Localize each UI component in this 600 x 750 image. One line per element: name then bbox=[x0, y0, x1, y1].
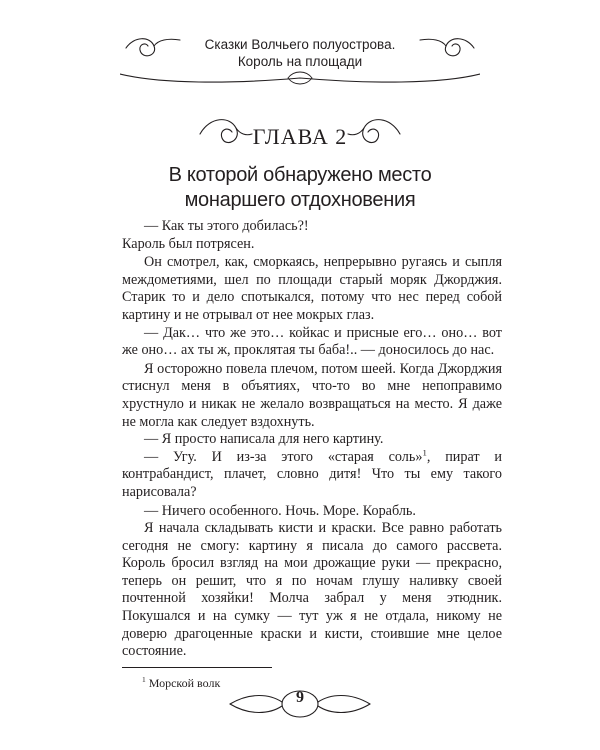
footnote-mark: 1 bbox=[142, 675, 146, 684]
paragraph-9: Я начала складывать кисти и краски. Все равно работать сегодня не смогу: картину я писала до самого рассвета. Король бросил взгляд на мои дрожащие руки — прекрасно, теперь он решит, что я по ночам глушу наливку своей почтенной хозяйки! Молча забрал у меня этюдник. Покушался и на сумку — тут уж я не отдала, никому не доверю драгоценные краски и кисти, стоившие мне целое состояние. bbox=[122, 520, 502, 660]
paragraph-2: Кароль был потрясен. bbox=[122, 235, 255, 252]
paragraph-1: — Как ты этого добилась?! bbox=[144, 218, 309, 234]
footnote-text: Морской волк bbox=[148, 676, 221, 690]
chapter-title: ГЛАВА 2 bbox=[252, 124, 348, 149]
chapter-subtitle-line-2: монаршего отдохновения bbox=[184, 189, 416, 211]
paragraph-7-text-start: — Угу. И из-за этого «старая соль» bbox=[144, 448, 423, 465]
body-text bbox=[122, 218, 502, 661]
footnote-reference[interactable]: 1 bbox=[422, 446, 427, 457]
paragraph-4: — Дак… что же это… койкас и присные его… оно… вот же оно… ах ты ж, проклятая ты баба!.. — доносилось до нас. bbox=[122, 324, 502, 359]
page-number: 9 bbox=[296, 689, 304, 706]
chapter-subtitle bbox=[0, 163, 600, 213]
running-head-book-title: Король на площади bbox=[237, 54, 363, 69]
paragraph-5: Я осторожно повела плечом, потом шеей. Когда Джорджия стиснул меня в объятиях, что-то во мне непоправимо хрустнуло и никак не желало возвращаться на место. Я даже не могла как следует вздохнуть. bbox=[122, 360, 502, 430]
paragraph-7-text-end: , пират и контрабандист, плачет, словно дитя! Что ты ему такого нарисовала? bbox=[122, 448, 502, 500]
paragraph-8: — Ничего особенного. Ночь. Море. Корабль. bbox=[144, 502, 416, 519]
running-head-series: Сказки Волчьего полуострова. bbox=[204, 37, 396, 52]
paragraph-7 bbox=[122, 446, 502, 502]
paragraph-3: Он смотрел, как, сморкаясь, непрерывно ругаясь и сыпля междометиями, шел по площади старый моряк Джорджия. Старик то и дело спотыкался, потому что нес перед собой картину и не отрывал от нее мокрых глаз. bbox=[122, 254, 502, 323]
paragraph-6: — Я просто написала для него картину. bbox=[144, 431, 384, 448]
chapter-subtitle-line-1: В которой обнаружено место bbox=[168, 164, 432, 186]
footnote-separator bbox=[122, 667, 272, 668]
running-head bbox=[180, 36, 420, 70]
